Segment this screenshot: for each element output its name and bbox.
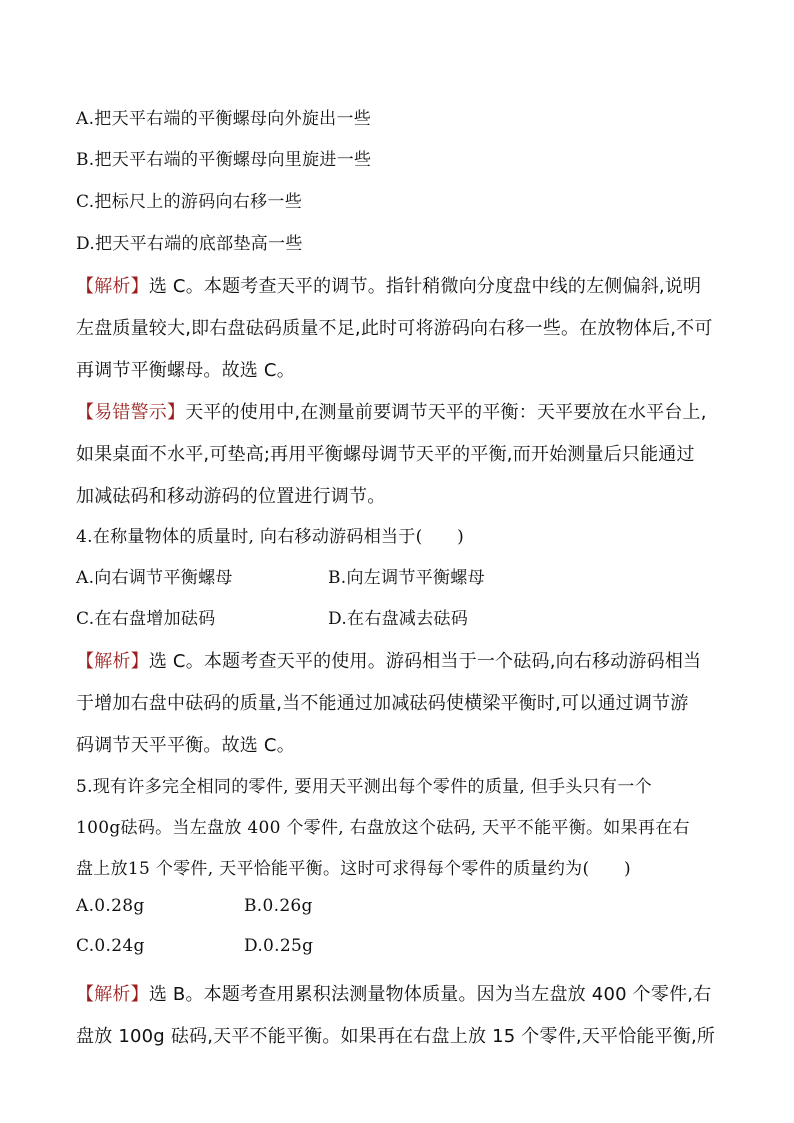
- analysis-q5-line1: [76, 980, 711, 1006]
- question-5-stem-line2: 100g砝码。当左盘放 400 个零件, 右盘放这个砝码, 天平不能平衡。如果再在右: [76, 818, 690, 838]
- option-a-q4: A.向右调节平衡螺母: [76, 568, 233, 588]
- warning-line1: [76, 398, 707, 424]
- analysis-text: 选 C。本题考查天平的使用。游码相当于一个砝码,向右移动游码相当: [148, 651, 702, 672]
- option-a-q5: A.0.28g: [76, 896, 145, 916]
- analysis-text: 选 C。本题考查天平的调节。指针稍微向分度盘中线的左侧偏斜,说明: [148, 276, 702, 297]
- analysis-tag: 【解析】: [76, 984, 149, 1005]
- analysis-q4-line1: [76, 647, 701, 673]
- analysis-q3-line2: 左盘质量较大,即右盘砝码质量不足,此时可将游码向右移一些。在放物体后,不可: [76, 318, 713, 339]
- option-d-q3: D.把天平右端的底部垫高一些: [76, 234, 303, 254]
- option-d-q4: D.在右盘减去砝码: [328, 609, 469, 629]
- analysis-tag: 【解析】: [76, 276, 149, 297]
- question-4-stem: 4.在称量物体的质量时, 向右移动游码相当于( ): [76, 527, 465, 547]
- option-c-q3: C.把标尺上的游码向右移一些: [76, 192, 303, 212]
- analysis-q3-line3: 再调节平衡螺母。故选 C。: [76, 360, 295, 381]
- question-5-stem-line3: 盘上放15 个零件, 天平恰能平衡。这时可求得每个零件的质量约为( ): [76, 859, 631, 879]
- analysis-tag: 【解析】: [76, 651, 149, 672]
- analysis-q3-line1: [76, 272, 701, 298]
- warning-tag: 【易错警示】: [76, 402, 186, 423]
- warning-line3: 加减砝码和移动游码的位置进行调节。: [76, 486, 386, 507]
- question-5-stem-line1: 5.现有许多完全相同的零件, 要用天平测出每个零件的质量, 但手头只有一个: [76, 777, 652, 797]
- option-b-q3: B.把天平右端的平衡螺母向里旋进一些: [76, 150, 372, 170]
- analysis-text: 选 B。本题考查用累积法测量物体质量。因为当左盘放 400 个零件,右: [148, 984, 712, 1005]
- option-a-q3: A.把天平右端的平衡螺母向外旋出一些: [76, 109, 372, 129]
- option-c-q5: C.0.24g: [76, 936, 145, 956]
- analysis-q5-line2: 盘放 100g 砝码,天平不能平衡。如果再在右盘上放 15 个零件,天平恰能平衡,所: [76, 1026, 716, 1047]
- option-d-q5: D.0.25g: [244, 936, 314, 956]
- warning-text: 天平的使用中,在测量前要调节天平的平衡：天平要放在水平台上,: [185, 402, 707, 423]
- option-b-q4: B.向左调节平衡螺母: [328, 568, 485, 588]
- analysis-q4-line2: 于增加右盘中砝码的质量,当不能通过加减砝码使横梁平衡时,可以通过调节游: [76, 693, 689, 714]
- option-b-q5: B.0.26g: [244, 896, 313, 916]
- option-c-q4: C.在右盘增加砝码: [76, 609, 216, 629]
- analysis-q4-line3: 码调节天平平衡。故选 C。: [76, 735, 295, 756]
- warning-line2: 如果桌面不水平,可垫高;再用平衡螺母调节天平的平衡,而开始测量后只能通过: [76, 444, 695, 465]
